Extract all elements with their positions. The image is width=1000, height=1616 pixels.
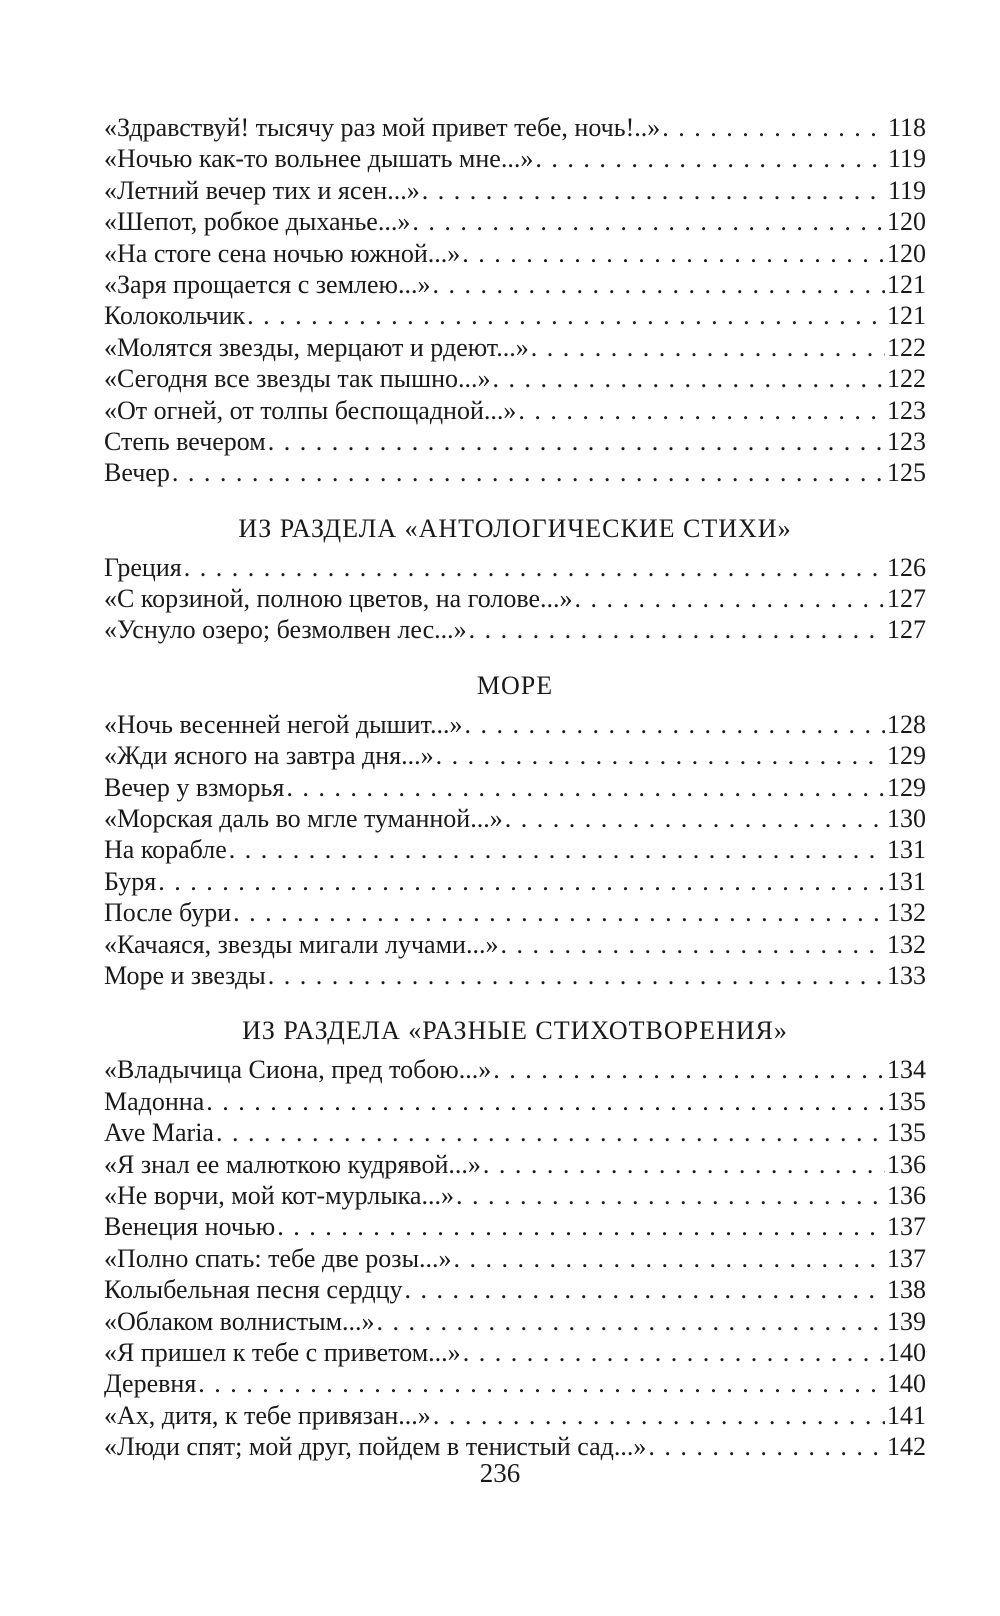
dot-leader bbox=[462, 238, 885, 269]
dot-leader bbox=[233, 897, 885, 928]
toc-entry bbox=[104, 897, 926, 928]
page-number: 236 bbox=[479, 1458, 521, 1488]
dot-leader bbox=[493, 1054, 885, 1085]
dot-leader bbox=[500, 929, 885, 960]
toc-entry bbox=[104, 426, 926, 457]
toc-entry bbox=[104, 1180, 926, 1211]
entry-title: «Я знал ее малюткою кудрявой...» bbox=[104, 1149, 481, 1179]
dot-leader bbox=[463, 1337, 885, 1368]
entry-page-number: 139 bbox=[887, 1306, 926, 1336]
entry-page-number: 141 bbox=[887, 1400, 926, 1430]
toc-entry bbox=[104, 175, 926, 206]
entry-title: Греция bbox=[104, 552, 182, 582]
entry-title: «Не ворчи, мой кот-мурлыка...» bbox=[104, 1180, 454, 1210]
entry-title: Море и звезды bbox=[104, 960, 266, 990]
entry-page-number: 122 bbox=[887, 364, 926, 394]
dot-leader bbox=[456, 1180, 885, 1211]
entry-page-number: 128 bbox=[887, 709, 926, 739]
entry-page-number: 122 bbox=[887, 332, 926, 362]
entry-page-number: 119 bbox=[887, 175, 926, 205]
dot-leader bbox=[268, 426, 885, 457]
entry-title: Вечер bbox=[104, 458, 170, 488]
entry-page-number: 135 bbox=[887, 1118, 926, 1148]
toc-entry bbox=[104, 1368, 926, 1399]
entry-page-number: 140 bbox=[887, 1369, 926, 1399]
toc-entry bbox=[104, 1149, 926, 1180]
toc-entry bbox=[104, 1211, 926, 1242]
dot-leader bbox=[454, 1243, 885, 1274]
entry-title: После бури bbox=[104, 898, 232, 928]
toc-entry bbox=[104, 709, 926, 740]
entry-title: «Здравствуй! тысячу раз мой привет тебе, ночь!..» bbox=[104, 113, 661, 142]
toc-entry bbox=[104, 834, 926, 865]
dot-leader bbox=[531, 332, 885, 363]
entry-page-number: 129 bbox=[887, 741, 926, 771]
dot-leader bbox=[575, 583, 885, 614]
toc-entry bbox=[104, 457, 926, 488]
dot-leader bbox=[268, 960, 885, 991]
entry-title: «Заря прощается с землею...» bbox=[104, 269, 431, 299]
entry-title: «Морская даль во мгле туманной...» bbox=[104, 804, 503, 834]
dot-leader bbox=[433, 1400, 885, 1431]
toc-entry bbox=[104, 269, 926, 300]
dot-leader bbox=[377, 1306, 885, 1337]
dot-leader bbox=[493, 363, 885, 394]
entry-title: Колыбельная песня сердцу bbox=[104, 1275, 403, 1305]
dot-leader bbox=[422, 175, 886, 206]
dot-leader bbox=[436, 740, 885, 771]
toc-entry-list bbox=[104, 112, 926, 489]
dot-leader bbox=[184, 552, 885, 583]
entry-page-number: 134 bbox=[887, 1055, 926, 1085]
entry-page-number: 126 bbox=[887, 552, 926, 582]
dot-leader bbox=[412, 206, 885, 237]
dot-leader bbox=[518, 395, 885, 426]
toc-section bbox=[104, 670, 926, 992]
toc-entry bbox=[104, 1337, 926, 1368]
entry-title: «Люди спят; мой друг, пойдем в тенистый сад...» bbox=[104, 1432, 647, 1462]
toc-section bbox=[104, 513, 926, 646]
entry-title: Степь вечером bbox=[104, 426, 266, 456]
section-heading: ИЗ РАЗДЕЛА «АНТОЛОГИЧЕСКИЕ СТИХИ» bbox=[238, 513, 792, 543]
entry-title: «Жди ясного на завтра дня...» bbox=[104, 741, 434, 771]
entry-title: «Полно спать: тебе две розы...» bbox=[104, 1243, 452, 1273]
dot-leader bbox=[432, 269, 885, 300]
entry-title: «Ночью как-то вольнее дышать мне...» bbox=[104, 144, 534, 174]
toc-entry-list bbox=[104, 1054, 926, 1462]
entry-page-number: 136 bbox=[887, 1149, 926, 1179]
toc-entry bbox=[104, 583, 926, 614]
toc-entry-list bbox=[104, 552, 926, 646]
entry-page-number: 137 bbox=[887, 1212, 926, 1242]
entry-page-number: 127 bbox=[887, 584, 926, 614]
entry-page-number: 131 bbox=[887, 835, 926, 865]
entry-page-number: 125 bbox=[887, 458, 926, 488]
toc-entry bbox=[104, 332, 926, 363]
entry-page-number: 127 bbox=[887, 615, 926, 645]
entry-page-number: 132 bbox=[887, 929, 926, 959]
toc-section bbox=[104, 112, 926, 489]
entry-title: На корабле bbox=[104, 835, 227, 865]
entry-title: Ave Maria bbox=[104, 1118, 214, 1148]
entry-title: «На стоге сена ночью южной...» bbox=[104, 238, 461, 268]
dot-leader bbox=[229, 834, 885, 865]
toc-entry bbox=[104, 740, 926, 771]
toc-entry bbox=[104, 143, 926, 174]
entry-title: Деревня bbox=[104, 1369, 197, 1399]
entry-page-number: 130 bbox=[887, 804, 926, 834]
dot-leader bbox=[483, 1149, 885, 1180]
entry-title: «Качаяся, звезды мигали лучами...» bbox=[104, 929, 499, 959]
dot-leader bbox=[662, 112, 886, 143]
entry-title: Буря bbox=[104, 866, 157, 896]
dot-leader bbox=[172, 457, 885, 488]
entry-title: «Я пришел к тебе с приветом...» bbox=[104, 1337, 461, 1367]
toc-entry bbox=[104, 300, 926, 331]
entry-page-number: 120 bbox=[887, 238, 926, 268]
toc-entry bbox=[104, 614, 926, 645]
entry-page-number: 119 bbox=[887, 144, 926, 174]
toc-entry bbox=[104, 238, 926, 269]
entry-page-number: 142 bbox=[887, 1432, 926, 1462]
entry-title: «Молятся звезды, мерцают и рдеют...» bbox=[104, 332, 529, 362]
entry-title: Вечер у взморья bbox=[104, 772, 285, 802]
entry-title: «Ночь весенней негой дышит...» bbox=[104, 709, 463, 739]
dot-leader bbox=[469, 614, 885, 645]
entry-page-number: 123 bbox=[887, 426, 926, 456]
entry-page-number: 121 bbox=[887, 269, 926, 299]
toc-entry bbox=[104, 1086, 926, 1117]
toc-entry bbox=[104, 363, 926, 394]
entry-title: «Владычица Сиона, пред тобою...» bbox=[104, 1055, 492, 1085]
entry-title: «Облаком волнистым...» bbox=[104, 1306, 375, 1336]
toc-entry bbox=[104, 1117, 926, 1148]
dot-leader bbox=[158, 866, 885, 897]
toc-entry bbox=[104, 1400, 926, 1431]
entry-page-number: 136 bbox=[887, 1180, 926, 1210]
entry-title: «Уснуло озеро; безмолвен лес...» bbox=[104, 615, 467, 645]
dot-leader bbox=[198, 1368, 885, 1399]
entry-title: «С корзиной, полною цветов, на голове...» bbox=[104, 584, 573, 614]
dot-leader bbox=[247, 300, 885, 331]
toc-entry bbox=[104, 929, 926, 960]
toc-entry bbox=[104, 395, 926, 426]
entry-page-number: 118 bbox=[887, 113, 926, 142]
entry-title: «Летний вечер тих и ясен...» bbox=[104, 175, 420, 205]
entry-title: Колокольчик bbox=[104, 301, 246, 331]
toc-sections bbox=[104, 112, 926, 1462]
entry-page-number: 120 bbox=[887, 207, 926, 237]
toc-entry bbox=[104, 866, 926, 897]
entry-title: Венеция ночью bbox=[104, 1212, 276, 1242]
entry-page-number: 132 bbox=[887, 898, 926, 928]
dot-leader bbox=[286, 772, 885, 803]
toc-section bbox=[104, 1015, 926, 1462]
entry-title: Мадонна bbox=[104, 1086, 205, 1116]
toc-entry bbox=[104, 1306, 926, 1337]
entry-page-number: 133 bbox=[887, 960, 926, 990]
toc-entry-list bbox=[104, 709, 926, 992]
toc-entry bbox=[104, 552, 926, 583]
entry-page-number: 137 bbox=[887, 1243, 926, 1273]
entry-page-number: 121 bbox=[887, 301, 926, 331]
entry-title: «Ах, дитя, к тебе привязан...» bbox=[104, 1400, 431, 1430]
dot-leader bbox=[405, 1274, 885, 1305]
dot-leader bbox=[206, 1086, 885, 1117]
entry-page-number: 129 bbox=[887, 772, 926, 802]
dot-leader bbox=[464, 709, 885, 740]
entry-title: «Сегодня все звезды так пышно...» bbox=[104, 364, 491, 394]
entry-page-number: 123 bbox=[887, 395, 926, 425]
entry-page-number: 135 bbox=[887, 1086, 926, 1116]
entry-title: «Шепот, робкое дыханье...» bbox=[104, 207, 411, 237]
dot-leader bbox=[535, 143, 886, 174]
section-heading: МОРЕ bbox=[476, 670, 554, 700]
entry-page-number: 138 bbox=[887, 1275, 926, 1305]
toc-entry bbox=[104, 960, 926, 991]
dot-leader bbox=[277, 1211, 885, 1242]
dot-leader bbox=[505, 803, 885, 834]
entry-page-number: 140 bbox=[887, 1337, 926, 1367]
toc-entry bbox=[104, 112, 926, 143]
toc-entry bbox=[104, 772, 926, 803]
toc-entry bbox=[104, 803, 926, 834]
dot-leader bbox=[216, 1117, 885, 1148]
toc-entry bbox=[104, 1243, 926, 1274]
toc-entry bbox=[104, 1274, 926, 1305]
section-heading: ИЗ РАЗДЕЛА «РАЗНЫЕ СТИХОТВОРЕНИЯ» bbox=[242, 1016, 788, 1046]
toc-entry bbox=[104, 206, 926, 237]
entry-title: «От огней, от толпы беспощадной...» bbox=[104, 395, 517, 425]
table-of-contents bbox=[104, 112, 926, 1462]
entry-page-number: 131 bbox=[887, 866, 926, 896]
toc-entry bbox=[104, 1054, 926, 1085]
